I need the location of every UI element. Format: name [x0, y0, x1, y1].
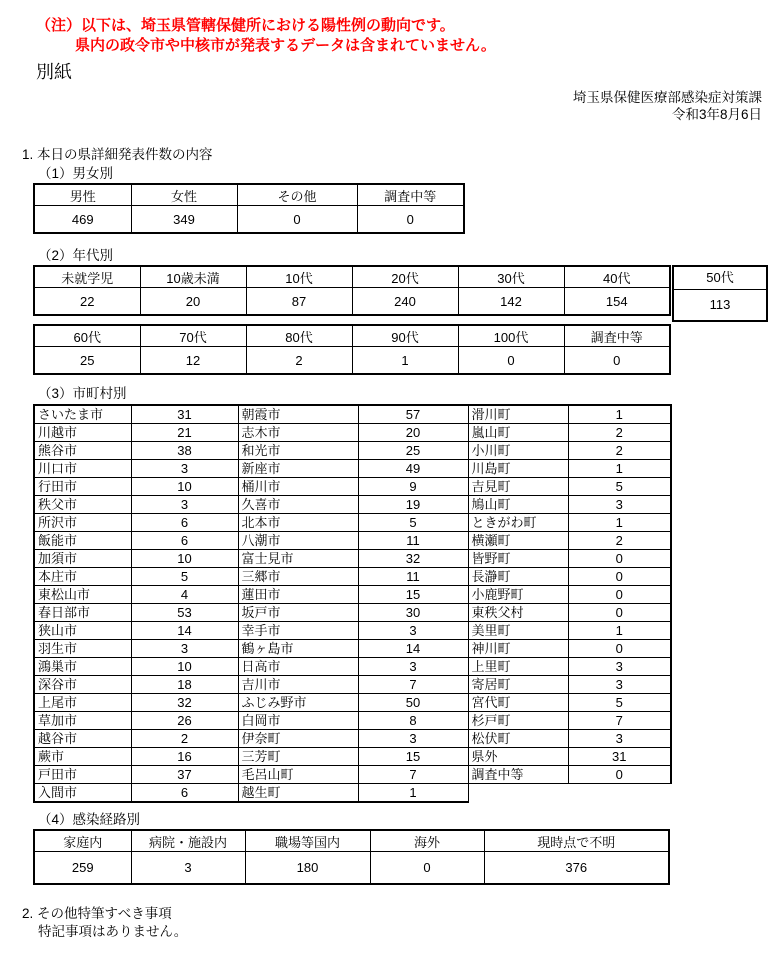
table-row	[34, 694, 671, 712]
table-cell: 3	[131, 852, 245, 885]
gender-section-label: （1）男女別	[38, 166, 114, 181]
table-cell: 12	[140, 347, 246, 375]
table-cell: 滑川町	[468, 405, 568, 424]
table-cell: 469	[34, 206, 131, 234]
table-cell: 3	[131, 460, 238, 478]
table-cell: 349	[131, 206, 237, 234]
table-cell: 20代	[352, 266, 458, 288]
table-cell: 40代	[564, 266, 670, 288]
route-table	[33, 829, 670, 885]
table-cell: 加須市	[34, 550, 131, 568]
table-cell: 病院・施設内	[131, 830, 245, 852]
table-cell: 調査中等	[564, 325, 670, 347]
empty-cell	[468, 784, 568, 803]
table-row	[34, 424, 671, 442]
table-cell: 7	[358, 676, 468, 694]
table-cell: 0	[568, 550, 671, 568]
table-cell: 上里町	[468, 658, 568, 676]
table-cell: 240	[352, 288, 458, 316]
table-cell: 調査中等	[468, 766, 568, 784]
table-cell: 7	[358, 766, 468, 784]
table-cell: さいたま市	[34, 405, 131, 424]
table-cell: 25	[34, 347, 140, 375]
table-cell: 家庭内	[34, 830, 131, 852]
table-cell: 1	[568, 460, 671, 478]
table-row	[34, 640, 671, 658]
table-row	[34, 442, 671, 460]
table-cell: ふじみ野市	[238, 694, 358, 712]
table-cell: 6	[131, 784, 238, 803]
table-cell: 横瀬町	[468, 532, 568, 550]
table-row	[34, 288, 670, 316]
table-row	[34, 514, 671, 532]
table-row	[34, 658, 671, 676]
age-extra-column	[672, 265, 768, 322]
table-cell: 14	[131, 622, 238, 640]
municipality-table	[33, 404, 672, 803]
table-cell: 皆野町	[468, 550, 568, 568]
table-row	[34, 347, 670, 375]
table-cell: 入間市	[34, 784, 131, 803]
table-cell: 草加市	[34, 712, 131, 730]
route-section-label: （4）感染経路別	[38, 812, 141, 827]
table-cell: 東秩父村	[468, 604, 568, 622]
table-cell: 4	[131, 586, 238, 604]
table-row	[34, 852, 669, 885]
table-cell: 20	[140, 288, 246, 316]
table-cell: 32	[358, 550, 468, 568]
table-cell: 2	[568, 442, 671, 460]
table-cell: 18	[131, 676, 238, 694]
table-cell: 7	[568, 712, 671, 730]
table-row	[34, 460, 671, 478]
table-cell: 10	[131, 478, 238, 496]
table-cell: 30	[358, 604, 468, 622]
table-cell: 川越市	[34, 424, 131, 442]
table-cell: 蓮田市	[238, 586, 358, 604]
table-cell: 神川町	[468, 640, 568, 658]
table-cell: 3	[568, 658, 671, 676]
table-cell: 80代	[246, 325, 352, 347]
table-cell: 坂戸市	[238, 604, 358, 622]
table-cell: 31	[568, 748, 671, 766]
table-cell: 14	[358, 640, 468, 658]
table-cell: 38	[131, 442, 238, 460]
table-row	[34, 676, 671, 694]
table-row	[34, 496, 671, 514]
table-cell: 日高市	[238, 658, 358, 676]
table-cell: 22	[34, 288, 140, 316]
table-cell: 志木市	[238, 424, 358, 442]
table-cell: 10代	[246, 266, 352, 288]
table-cell: 3	[131, 640, 238, 658]
table-cell: 幸手市	[238, 622, 358, 640]
table-cell: 16	[131, 748, 238, 766]
table-cell: 小川町	[468, 442, 568, 460]
table-cell: 60代	[34, 325, 140, 347]
table-cell: 10歳未満	[140, 266, 246, 288]
table-row	[34, 568, 671, 586]
table-cell: 三郷市	[238, 568, 358, 586]
table-cell: 越谷市	[34, 730, 131, 748]
table-cell: 朝霞市	[238, 405, 358, 424]
table-cell: 11	[358, 568, 468, 586]
table-cell: 2	[246, 347, 352, 375]
table-cell: 蕨市	[34, 748, 131, 766]
table-cell: 3	[568, 676, 671, 694]
table-cell: 久喜市	[238, 496, 358, 514]
table-cell: 100代	[458, 325, 564, 347]
table-cell: 3	[358, 622, 468, 640]
table-cell: 3	[358, 658, 468, 676]
age-extra-value-cell: 113	[709, 297, 731, 312]
table-cell: 女性	[131, 184, 237, 206]
table-row	[34, 405, 671, 424]
table-cell: 0	[370, 852, 484, 885]
table-cell: 2	[568, 424, 671, 442]
age-table-upper-row	[0, 265, 768, 322]
table-cell: 鳩山町	[468, 496, 568, 514]
table-cell: 所沢市	[34, 514, 131, 532]
table-row	[34, 766, 671, 784]
table-cell: 32	[131, 694, 238, 712]
table-cell: 30代	[458, 266, 564, 288]
table-cell: 越生町	[238, 784, 358, 803]
table-cell: 19	[358, 496, 468, 514]
table-cell: 杉戸町	[468, 712, 568, 730]
table-cell: 25	[358, 442, 468, 460]
table-cell: 87	[246, 288, 352, 316]
document-date: 令和3年8月6日	[671, 107, 762, 122]
table-cell: 3	[568, 730, 671, 748]
table-cell: 10	[131, 550, 238, 568]
table-cell: 白岡市	[238, 712, 358, 730]
table-cell: 0	[568, 586, 671, 604]
gender-table	[33, 183, 465, 234]
age-table-upper	[33, 265, 671, 316]
table-cell: 10	[131, 658, 238, 676]
table-cell: 1	[358, 784, 468, 803]
table-cell: 伊奈町	[238, 730, 358, 748]
table-row	[34, 604, 671, 622]
table-row	[34, 748, 671, 766]
table-cell: 0	[568, 568, 671, 586]
section-1-heading: 1. 本日の県詳細発表件数の内容	[22, 147, 213, 162]
table-cell: 70代	[140, 325, 246, 347]
table-cell: 11	[358, 532, 468, 550]
table-cell: 31	[131, 405, 238, 424]
table-cell: 6	[131, 532, 238, 550]
table-cell: 長瀞町	[468, 568, 568, 586]
empty-cell	[568, 784, 671, 803]
table-cell: 本庄市	[34, 568, 131, 586]
table-cell: 小鹿野町	[468, 586, 568, 604]
table-cell: 嵐山町	[468, 424, 568, 442]
table-cell: 8	[358, 712, 468, 730]
table-cell: 3	[358, 730, 468, 748]
table-row	[34, 532, 671, 550]
table-cell: 八潮市	[238, 532, 358, 550]
table-cell: 3	[131, 496, 238, 514]
table-cell: 現時点で不明	[484, 830, 669, 852]
municipality-section-label: （3）市町村別	[38, 386, 127, 401]
table-cell: 53	[131, 604, 238, 622]
table-cell: 49	[358, 460, 468, 478]
table-cell: 未就学児	[34, 266, 140, 288]
table-row	[34, 478, 671, 496]
table-cell: 5	[568, 694, 671, 712]
table-cell: 9	[358, 478, 468, 496]
table-cell: 吉見町	[468, 478, 568, 496]
table-cell: 飯能市	[34, 532, 131, 550]
table-cell: 1	[568, 405, 671, 424]
age-extra-header-cell: 50代	[674, 267, 766, 290]
table-cell: 三芳町	[238, 748, 358, 766]
table-cell: 鴻巣市	[34, 658, 131, 676]
table-row	[34, 550, 671, 568]
table-cell: 上尾市	[34, 694, 131, 712]
table-cell: 職場等国内	[245, 830, 370, 852]
table-cell: 180	[245, 852, 370, 885]
table-cell: 北本市	[238, 514, 358, 532]
table-cell: 0	[568, 640, 671, 658]
table-cell: 0	[458, 347, 564, 375]
table-cell: 羽生市	[34, 640, 131, 658]
table-row	[34, 730, 671, 748]
table-cell: 東松山市	[34, 586, 131, 604]
table-cell: 0	[237, 206, 357, 234]
table-row	[34, 784, 671, 803]
table-cell: ときがわ町	[468, 514, 568, 532]
table-cell: 鶴ヶ島市	[238, 640, 358, 658]
table-row	[34, 712, 671, 730]
table-cell: 狭山市	[34, 622, 131, 640]
table-cell: 海外	[370, 830, 484, 852]
table-cell: 美里町	[468, 622, 568, 640]
table-row	[34, 622, 671, 640]
table-cell: 259	[34, 852, 131, 885]
table-row	[34, 325, 670, 347]
table-cell: 秩父市	[34, 496, 131, 514]
table-cell: 新座市	[238, 460, 358, 478]
table-cell: 0	[568, 766, 671, 784]
table-row	[34, 586, 671, 604]
table-row	[34, 266, 670, 288]
table-cell: 毛呂山町	[238, 766, 358, 784]
table-cell: 1	[568, 622, 671, 640]
table-cell: 調査中等	[357, 184, 464, 206]
table-cell: 0	[564, 347, 670, 375]
table-cell: 37	[131, 766, 238, 784]
age-table-lower	[33, 324, 671, 375]
table-cell: 15	[358, 586, 468, 604]
table-cell: 2	[131, 730, 238, 748]
table-cell: 15	[358, 748, 468, 766]
table-cell: 21	[131, 424, 238, 442]
table-cell: 深谷市	[34, 676, 131, 694]
table-cell: 26	[131, 712, 238, 730]
table-row	[34, 206, 464, 234]
table-cell: 90代	[352, 325, 458, 347]
red-note-line1: （注）以下は、埼玉県管轄保健所における陽性例の動向です。	[36, 17, 455, 34]
table-cell: 戸田市	[34, 766, 131, 784]
table-cell: 5	[568, 478, 671, 496]
table-cell: 0	[568, 604, 671, 622]
table-cell: 50	[358, 694, 468, 712]
department-name: 埼玉県保健医療部感染症対策課	[573, 90, 762, 105]
table-cell: 142	[458, 288, 564, 316]
table-cell: その他	[237, 184, 357, 206]
table-cell: 川口市	[34, 460, 131, 478]
table-row	[34, 830, 669, 852]
age-section-label: （2）年代別	[38, 248, 114, 263]
table-cell: 1	[568, 514, 671, 532]
table-cell: 春日部市	[34, 604, 131, 622]
table-cell: 3	[568, 496, 671, 514]
table-cell: 川島町	[468, 460, 568, 478]
table-cell: 男性	[34, 184, 131, 206]
table-cell: 吉川市	[238, 676, 358, 694]
table-cell: 富士見市	[238, 550, 358, 568]
section-2-body: 特記事項はありません。	[38, 924, 188, 939]
table-cell: 2	[568, 532, 671, 550]
table-cell: 宮代町	[468, 694, 568, 712]
table-cell: 0	[357, 206, 464, 234]
table-cell: 20	[358, 424, 468, 442]
table-cell: 376	[484, 852, 669, 885]
table-cell: 5	[358, 514, 468, 532]
table-row	[34, 184, 464, 206]
page-title: 別紙	[36, 62, 72, 82]
table-cell: 154	[564, 288, 670, 316]
table-cell: 桶川市	[238, 478, 358, 496]
red-note	[36, 16, 768, 56]
table-cell: 松伏町	[468, 730, 568, 748]
table-cell: 57	[358, 405, 468, 424]
table-cell: 1	[352, 347, 458, 375]
section-2-heading: 2. その他特筆すべき事項	[22, 906, 172, 921]
table-cell: 5	[131, 568, 238, 586]
table-cell: 和光市	[238, 442, 358, 460]
table-cell: 県外	[468, 748, 568, 766]
table-cell: 行田市	[34, 478, 131, 496]
table-cell: 寄居町	[468, 676, 568, 694]
table-cell: 6	[131, 514, 238, 532]
red-note-line2: 県内の政令市や中核市が発表するデータは含まれていません。	[75, 37, 496, 54]
table-cell: 熊谷市	[34, 442, 131, 460]
